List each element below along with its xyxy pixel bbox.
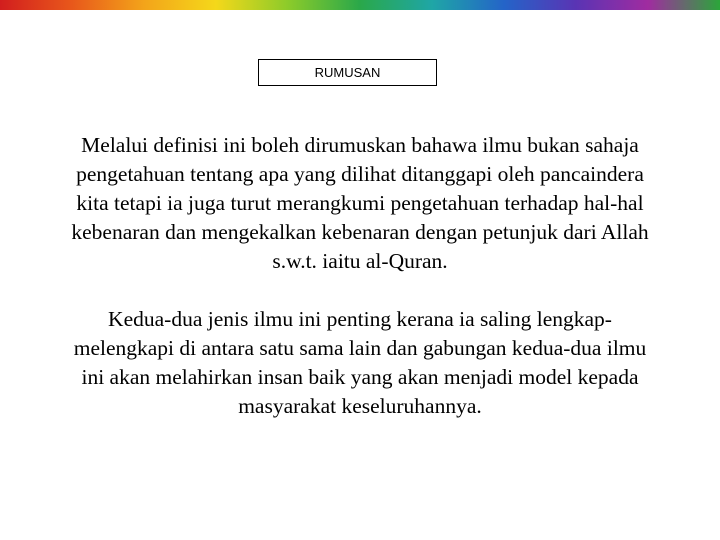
paragraph-importance: Kedua-dua jenis ilmu ini penting kerana ia saling lengkap-melengkapi di antara satu sama lain dan gabungan kedua-dua ilmu ini akan melahirkan insan baik yang akan menjadi model kepada masyarakat keseluruhannya. <box>73 307 647 418</box>
paragraph-definition: Melalui definisi ini boleh dirumuskan bahawa ilmu bukan sahaja pengetahuan tentang apa yang dilihat ditanggapi oleh pancaindera kita tetapi ia juga turut merangkumi pengetahuan terhadap hal-hal kebenaran dan mengekalkan kebenaran dengan petunjuk dari Allah s.w.t. iaitu al-Quran. <box>71 133 649 273</box>
slide-title-text: RUMUSAN <box>314 65 381 80</box>
rainbow-header-bar <box>0 0 720 10</box>
slide-title <box>258 59 437 86</box>
